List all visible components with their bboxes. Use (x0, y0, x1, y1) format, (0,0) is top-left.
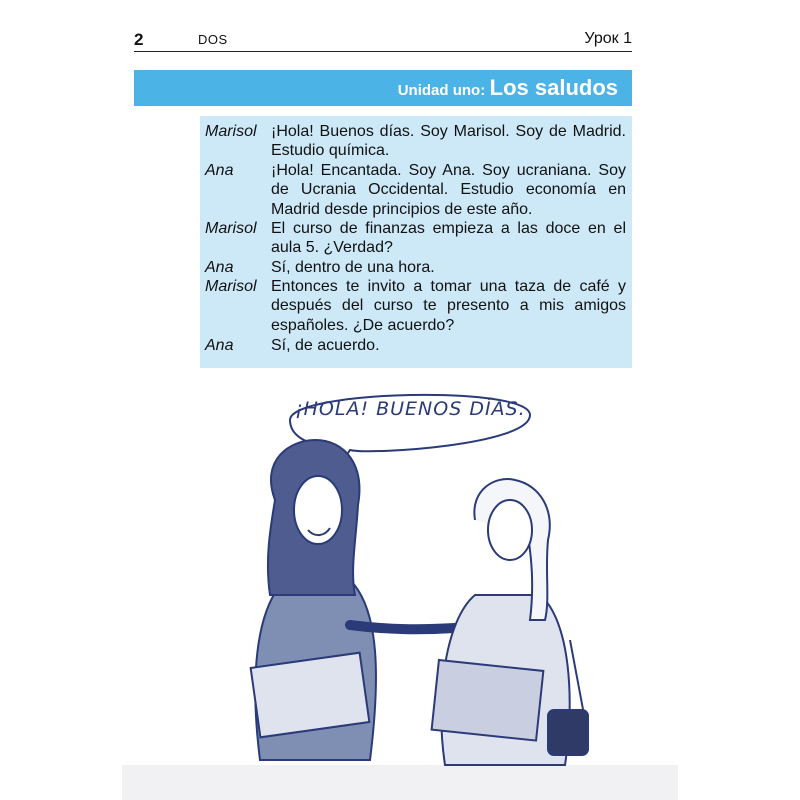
speaker-name: Ana (205, 162, 234, 179)
unit-title-main: Los saludos (489, 75, 618, 100)
page-number-word: DOS (198, 32, 228, 47)
speech-text: ¡Hola! Buenos días. Soy Marisol. Soy de Madrid. Estudio química. (271, 123, 626, 160)
speaker-name: Ana (205, 337, 234, 354)
speaker-name: Marisol (205, 123, 257, 140)
greeting-illustration (230, 380, 600, 780)
unit-title-band (134, 70, 632, 106)
speech-bubble-text: ¡HOLA! BUENOS DÍAS. (295, 398, 526, 420)
woman-ana (432, 479, 588, 765)
speech-text: ¡Hola! Encantada. Soy Ana. Soy ucraniana. Soy de Ucrania Occidental. Estudio economía en Madrid desde principios de este año. (271, 162, 626, 218)
speaker-name: Ana (205, 259, 234, 276)
speaker-name: Marisol (205, 278, 257, 295)
page-number: 2 (134, 30, 144, 49)
header-rule (134, 51, 632, 52)
woman-marisol (251, 440, 455, 760)
speaker-name: Marisol (205, 220, 257, 237)
running-header (134, 28, 632, 50)
speech-text: Sí, dentro de una hora. (271, 259, 435, 276)
unit-title-prefix: Unidad uno: (397, 82, 486, 99)
speech-text: El curso de finanzas empieza a las doce en el aula 5. ¿Verdad? (271, 220, 626, 257)
speech-text: Entonces te invito a tomar una taza de café y después del curso te presento a mis amigos españoles. ¿De acuerdo? (271, 278, 626, 334)
dialogue-box (200, 116, 632, 368)
lesson-label: Урок 1 (584, 30, 632, 47)
speech-text: Sí, de acuerdo. (271, 337, 380, 354)
unit-title (398, 75, 618, 101)
